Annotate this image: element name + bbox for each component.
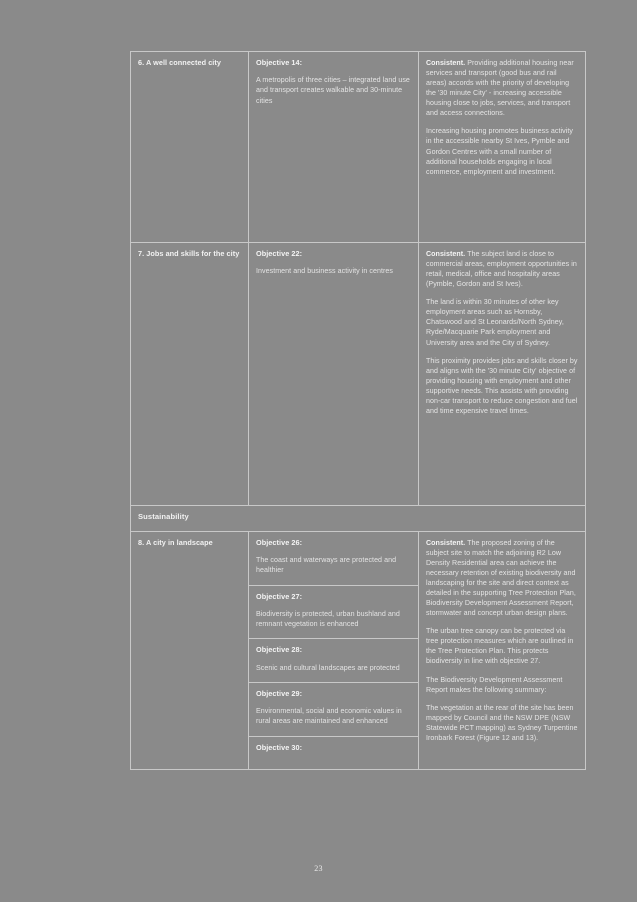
response-lead: Consistent. [426,59,466,67]
objective-cell [249,243,419,506]
response-text: Providing additional housing near services and transport (good bus and rail areas) accords with the priority of developing the '30 minute City' - increasing accessible housing close to jobs, services, and transport and access connections. [426,59,574,118]
response-text: The vegetation at the rear of the site has been mapped by Council and the NSW DPE (NSW Statewide PCT mapping) as Sydney Turpentine Ironbark Forest (Figure 12 and 13). [426,703,578,742]
response-paragraph [426,538,578,619]
objective-heading: Objective 27: [256,591,303,601]
response-text: The land is within 30 minutes of other key employment areas such as Hornsby, Chatswood and St Leonards/North Sydney, Ryde/Macquarie Park employment and University area and the City of Sydney. [426,298,564,347]
objective-heading: Objective 28: [256,645,303,655]
response-text: The Biodiversity Development Assessment Report makes the following summary: [426,675,563,694]
response-paragraph [426,356,578,416]
objective-block [249,532,418,586]
theme-cell [131,52,249,243]
theme-cell [131,243,249,506]
objective-block [249,683,418,737]
objective-text: Investment and business activity in centres [256,267,393,276]
response-text: The urban tree canopy can be protected via tree protection measures which are outlined in the Tree Protection Plan. This protects biodiversity in line with objective 27. [426,627,574,666]
response-paragraph [426,58,578,118]
objective-text: Environmental, social and economic values in rural areas are maintained and enhanced [256,707,402,726]
response-cell [419,531,586,769]
section-band-row [131,506,586,532]
response-lead: Consistent. [426,538,466,547]
theme-label: 8. A city in landscape [138,537,213,547]
objective-block [249,586,418,640]
section-band-label: Sustainability [138,512,189,521]
objective-block [249,639,418,682]
response-lead: Consistent. [426,250,466,258]
table-row [131,531,586,769]
objective-text: Scenic and cultural landscapes are protected [256,663,400,672]
objective-heading: Objective 22: [256,249,303,258]
table-row [131,243,586,506]
objective-text: The coast and waterways are protected and healthier [256,555,397,575]
objective-block [249,737,418,769]
objective-stack-cell [249,531,419,769]
section-band-cell [131,506,586,532]
response-text: The proposed zoning of the subject site to match the adjoining R2 Low Density Residential area can achieve the necessary retention of existing biodiversity and landscaping for the site and direct context as detailed in the supporting Tree Protection Plan, Biodiversity Development Assessment Report, stormwater and concept urban design plans. [426,538,576,618]
theme-label: 6. A well connected city [138,58,221,67]
objective-heading: Objective 29: [256,688,303,698]
response-paragraph [426,626,578,666]
response-paragraph [426,703,578,743]
objective-heading: Objective 30: [256,742,303,752]
theme-label: 7. Jobs and skills for the city [138,249,240,258]
objective-cell [249,52,419,243]
response-text: Increasing housing promotes business activity in the accessible nearby St Ives, Pymble and Gordon Centres with a small number of additional households engaging in local commerce, employment and investment. [426,127,573,176]
response-cell [419,52,586,243]
objective-heading: Objective 14: [256,58,303,67]
table-row [131,52,586,243]
objective-text: A metropolis of three cities – integrated land use and transport creates walkable and 30-minute cities [256,76,410,105]
response-paragraph [426,126,578,176]
response-paragraph [426,249,578,289]
response-text: This proximity provides jobs and skills closer by and aligns with the '30 minute City' objective of providing housing with employment and other supportive needs. This assists with providing non-car transport to reduce congestion and fuel and time expensive travel times. [426,356,578,415]
theme-cell [131,531,249,769]
assessment-table [130,51,586,770]
response-cell [419,243,586,506]
objective-text: Biodiversity is protected, urban bushland and remnant vegetation is enhanced [256,609,400,629]
planning-assessment-table [130,51,585,770]
objective-heading: Objective 26: [256,537,303,547]
page-number: 23 [314,864,323,873]
response-paragraph [426,675,578,695]
response-paragraph [426,297,578,347]
response-text: The subject land is close to commercial areas, employment opportunities in retail, medical, office and hospitality areas (Pymble, Gordon and St Ives). [426,250,577,289]
